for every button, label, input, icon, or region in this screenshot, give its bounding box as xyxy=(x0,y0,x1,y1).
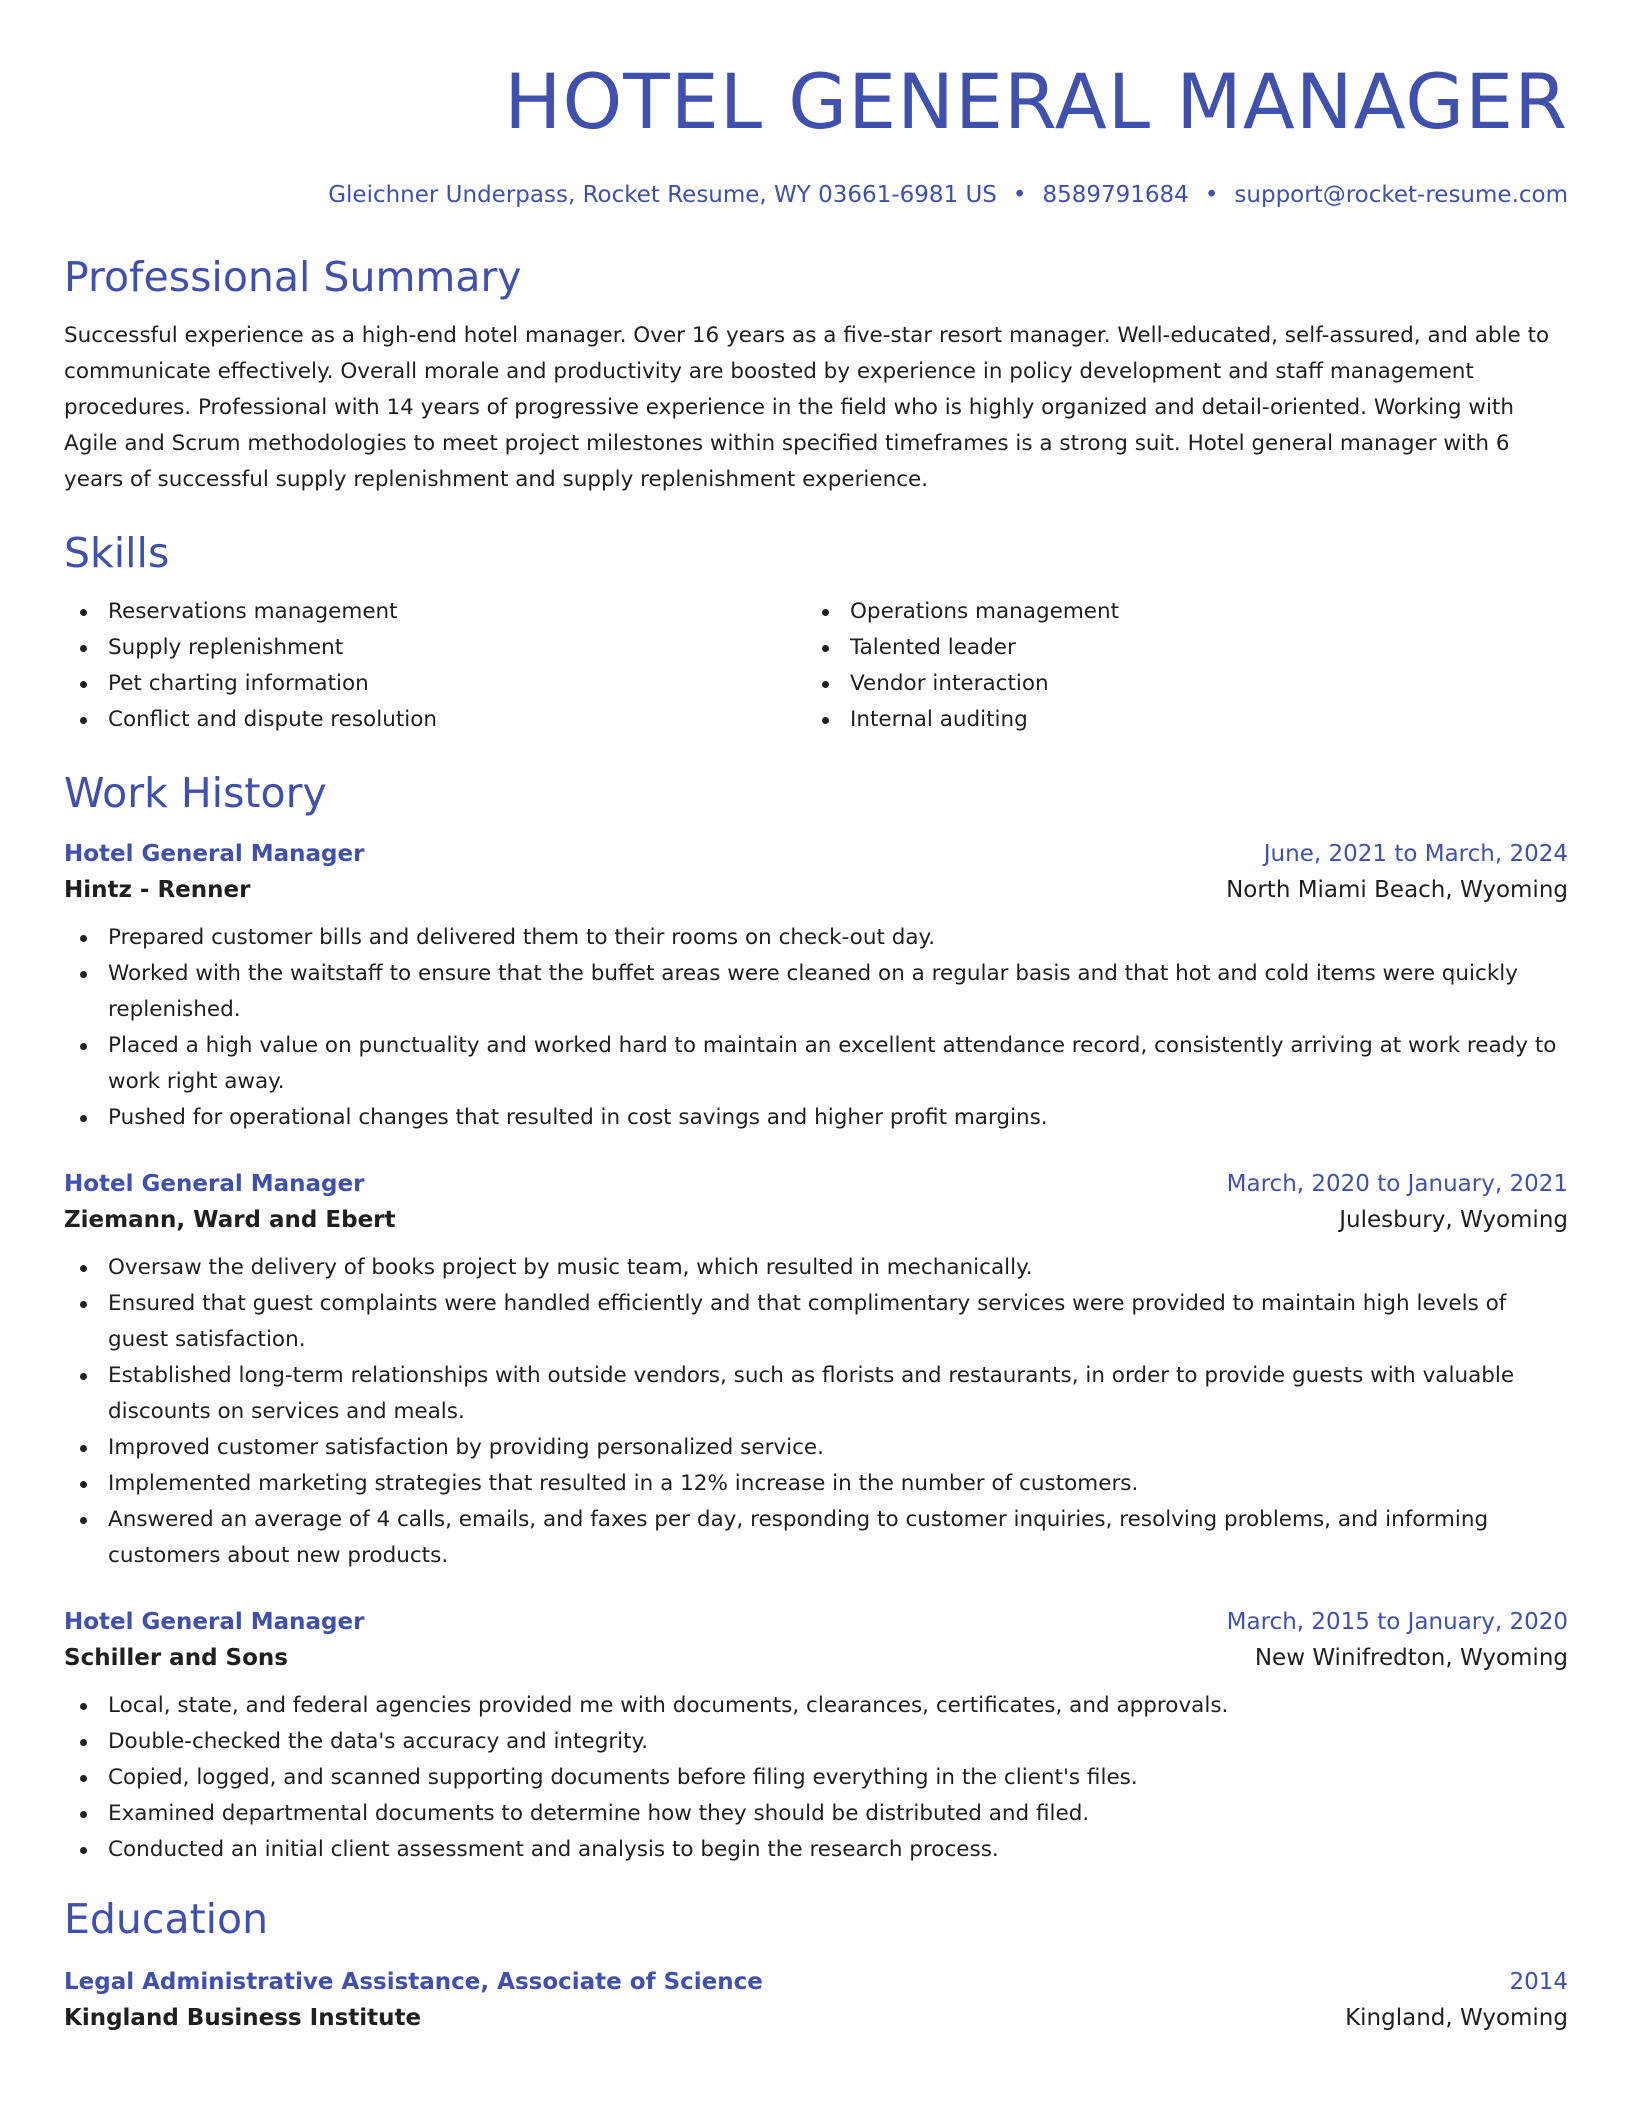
job-bullets xyxy=(64,920,1568,1136)
job-bullet: Implemented marketing strategies that resulted in a 12% increase in the number of customers. xyxy=(64,1466,1568,1502)
job-bullet: Established long-term relationships with outside vendors, such as florists and restaurants, in order to provide guests with valuable discounts on services and meals. xyxy=(64,1358,1568,1430)
job-entry xyxy=(64,1168,1568,1574)
job-bullet: Local, state, and federal agencies provided me with documents, clearances, certificates, and approvals. xyxy=(64,1688,1568,1724)
education-school: Kingland Business Institute xyxy=(64,2005,422,2031)
job-bullet: Answered an average of 4 calls, emails, and faxes per day, responding to customer inquiries, resolving problems, and informing customers about new products. xyxy=(64,1502,1568,1574)
job-company: Schiller and Sons xyxy=(64,1645,288,1671)
job-dates: June, 2021 to March, 2024 xyxy=(1263,841,1568,867)
contact-separator: • xyxy=(1204,182,1219,208)
contact-phone: 8589791684 xyxy=(1042,182,1189,208)
skill-item: Operations management xyxy=(806,594,1568,630)
job-title: Hotel General Manager xyxy=(64,1609,365,1635)
skill-item: Conflict and dispute resolution xyxy=(64,702,806,738)
contact-address: Gleichner Underpass, Rocket Resume, WY 03661-6981 US xyxy=(328,182,997,208)
education-location: Kingland, Wyoming xyxy=(1345,2005,1568,2031)
job-bullet: Pushed for operational changes that resulted in cost savings and higher profit margins. xyxy=(64,1100,1568,1136)
job-location: Julesbury, Wyoming xyxy=(1339,1207,1568,1233)
skill-item: Reservations management xyxy=(64,594,806,630)
summary-text: Successful experience as a high-end hotel manager. Over 16 years as a five-star resort manager. Well-educated, self-assured, and able to communicate effectively. Overall morale and productivity are boosted by experience in policy development and staff management procedures. Professional with 14 years of progressive experience in the field who is highly organized and detail-oriented. Working with Agile and Scrum methodologies to meet project milestones within specified timeframes is a strong suit. Hotel general manager with 6 years of successful supply replenishment and supply replenishment experience. xyxy=(64,323,1550,492)
job-entry xyxy=(64,1606,1568,1868)
skill-item: Pet charting information xyxy=(64,666,806,702)
contact-email: support@rocket-resume.com xyxy=(1234,182,1568,208)
skills-list-left xyxy=(64,594,806,738)
job-location: North Miami Beach, Wyoming xyxy=(1226,877,1568,903)
job-bullet: Copied, logged, and scanned supporting documents before filing everything in the client's files. xyxy=(64,1760,1568,1796)
education-entry xyxy=(64,1966,1568,2038)
section-title-summary: Professional Summary xyxy=(64,253,522,301)
job-bullet: Improved customer satisfaction by providing personalized service. xyxy=(64,1430,1568,1466)
skill-item: Vendor interaction xyxy=(806,666,1568,702)
education-degree: Legal Administrative Assistance, Associate of Science xyxy=(64,1969,763,1995)
job-dates: March, 2015 to January, 2020 xyxy=(1226,1609,1568,1635)
contact-separator: • xyxy=(1012,182,1027,208)
skill-item: Internal auditing xyxy=(806,702,1568,738)
job-title: Hotel General Manager xyxy=(64,841,365,867)
skills-grid xyxy=(64,594,1568,738)
education-year: 2014 xyxy=(1509,1969,1568,1995)
section-title-education: Education xyxy=(64,1895,269,1943)
job-bullet: Conducted an initial client assessment and analysis to begin the research process. xyxy=(64,1832,1568,1868)
job-entry xyxy=(64,838,1568,1136)
job-dates: March, 2020 to January, 2021 xyxy=(1226,1171,1568,1197)
skill-item: Supply replenishment xyxy=(64,630,806,666)
job-bullet: Oversaw the delivery of books project by music team, which resulted in mechanically. xyxy=(64,1250,1568,1286)
job-bullet: Prepared customer bills and delivered them to their rooms on check-out day. xyxy=(64,920,1568,956)
job-bullets xyxy=(64,1688,1568,1868)
job-bullet: Placed a high value on punctuality and worked hard to maintain an excellent attendance record, consistently arriving at work ready to work right away. xyxy=(64,1028,1568,1100)
skills-list-right xyxy=(806,594,1568,738)
job-location: New Winifredton, Wyoming xyxy=(1254,1645,1568,1671)
job-bullet: Double-checked the data's accuracy and integrity. xyxy=(64,1724,1568,1760)
job-company: Ziemann, Ward and Ebert xyxy=(64,1207,396,1233)
resume-name: HOTEL GENERAL MANAGER xyxy=(504,57,1568,146)
job-company: Hintz - Renner xyxy=(64,877,251,903)
job-bullets xyxy=(64,1250,1568,1574)
skill-item: Talented leader xyxy=(806,630,1568,666)
job-bullet: Examined departmental documents to determine how they should be distributed and filed. xyxy=(64,1796,1568,1832)
section-title-work-history: Work History xyxy=(64,769,327,817)
job-bullet: Worked with the waitstaff to ensure that the buffet areas were cleaned on a regular basis and that hot and cold items were quickly replenished. xyxy=(64,956,1568,1028)
resume-header xyxy=(64,58,1568,210)
contact-line xyxy=(64,180,1568,210)
job-title: Hotel General Manager xyxy=(64,1171,365,1197)
job-bullet: Ensured that guest complaints were handled efficiently and that complimentary services were provided to maintain high levels of guest satisfaction. xyxy=(64,1286,1568,1358)
section-title-skills: Skills xyxy=(64,529,170,577)
